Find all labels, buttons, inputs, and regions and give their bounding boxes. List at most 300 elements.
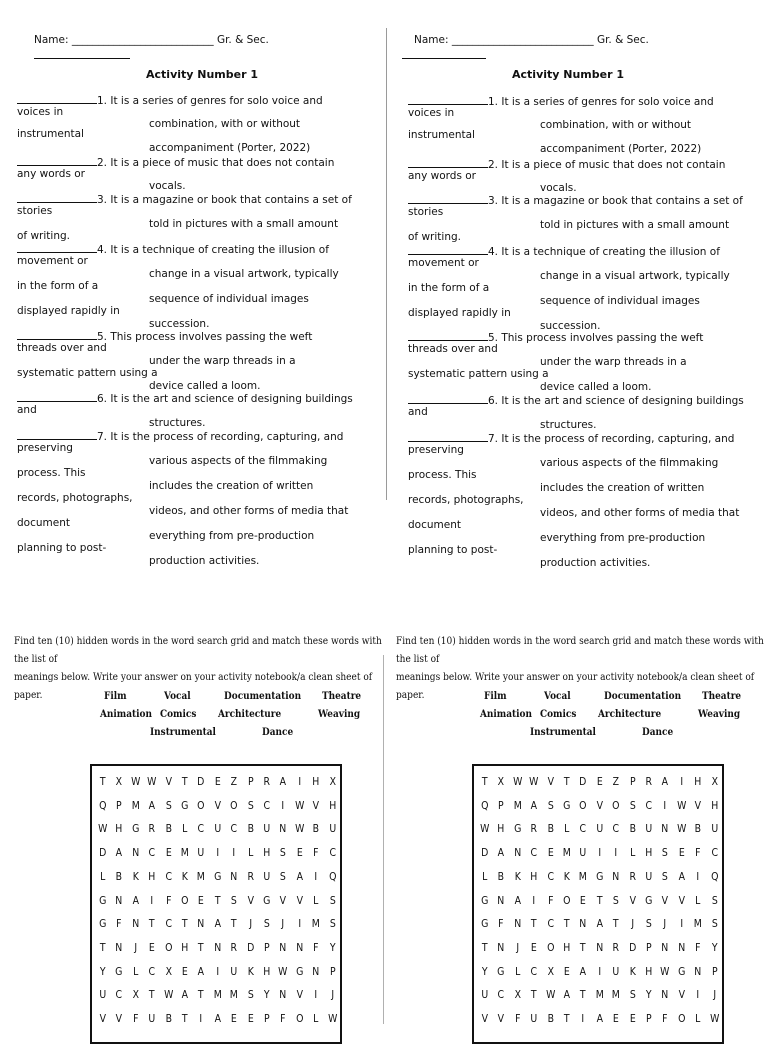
grid-letter: E [296,846,303,860]
grid-letter: O [612,798,620,812]
grid-letter: C [263,798,271,812]
question-continuation [17,318,209,330]
grid-letter: I [532,893,536,907]
grid-letter: P [329,964,336,978]
grid-letter: V [694,798,702,812]
grid-letter: S [329,893,336,907]
question-line-text: vocals. [540,182,577,194]
question-continuation [17,230,70,242]
question-line-text: accompaniment (Porter, 2022) [149,142,311,154]
question-line-text: process. This [408,469,477,481]
question-text [17,330,312,342]
grid-letter: V [661,893,669,907]
grid-letter: Y [711,940,718,954]
answer-blank [17,392,97,402]
grid-letter: P [247,775,254,788]
grid-letter: M [611,988,621,1002]
question-line-text: planning to post- [17,542,107,554]
question-line-text: told in pictures with a small amount [149,218,339,230]
grid-letter: B [165,822,172,836]
grid-letter: A [678,869,685,883]
grid-row [474,841,722,865]
grid-letter: M [595,988,604,1002]
question-line-text: succession. [149,318,210,330]
grid-letter: C [711,846,718,860]
question-line-text: any words or [17,168,85,180]
grid-letter: C [547,869,554,883]
grid-letter: V [678,988,685,1002]
answer-blank [408,245,488,255]
grid-letter: C [497,988,505,1002]
grid-letter: M [579,869,588,883]
question-line-text: threads over and [408,343,498,355]
question-continuation [408,257,479,269]
grid-letter: S [645,917,652,931]
question-continuation [17,305,120,317]
question-line-text: change in a visual artwork, typically [540,270,730,282]
grid-letter: G [99,893,107,907]
word-bank-item: Film [104,690,127,702]
word-bank-item: Theatre [322,690,362,702]
question-continuation [408,469,476,481]
grid-letter: M [197,869,206,883]
grid-letter: D [481,846,489,860]
grid-letter: R [247,869,254,883]
question-continuation [17,380,260,392]
grid-letter: W [130,775,141,788]
grid-letter: G [115,964,123,978]
grid-letter: D [579,775,587,788]
grid-letter: T [181,775,188,788]
grid-letter: K [181,869,188,883]
grid-row [92,1007,340,1031]
word-bank-item: Documentation [604,690,682,702]
word-bank-item: Documentation [224,690,302,702]
grid-letter: N [579,917,587,931]
grid-letter: L [482,869,488,883]
question-line-text: preserving [17,442,73,454]
grid-letter: W [709,1012,720,1025]
question-text [17,243,329,255]
grid-letter: F [695,846,701,860]
question-continuation [17,205,52,217]
question-continuation [408,381,651,393]
grid-letter: X [514,988,521,1002]
grid-letter: S [329,917,336,931]
question-line-text: under the warp threads in a [149,355,296,367]
grid-letter: X [497,775,505,788]
grid-letter: P [645,1012,652,1025]
question-line-text: 5. This process involves passing the weft [488,332,704,344]
grid-letter: S [662,869,669,883]
grid-letter: G [481,893,489,907]
question-line-text: 2. It is a piece of music that does not contain [488,159,726,171]
grid-letter: H [694,775,702,788]
question-line-text: in the form of a [408,282,490,294]
activity-title: Activity Number 1 [146,68,259,81]
grid-letter: T [580,940,587,954]
name-grade-section-line: Name: ___________________________ Gr. & Sec. [34,34,269,46]
question-continuation [408,206,443,218]
worksheet-left [14,0,384,1024]
question-line-text: 1. It is a series of genres for solo voice and [488,96,714,108]
question-continuation [408,544,497,556]
question-continuation [17,417,205,429]
question-text [408,194,743,206]
grid-letter: E [231,1012,237,1025]
grid-letter: S [662,846,669,860]
grid-letter: H [563,940,571,954]
grid-letter: H [645,964,653,978]
grid-letter: G [295,964,304,978]
grid-letter: F [165,893,172,907]
question-line-text: sequence of individual images [149,293,309,305]
question-continuation [17,106,63,118]
grid-letter: V [547,775,554,788]
question-line-text: includes the creation of written [540,482,705,494]
question-line-text: movement or [17,255,88,267]
grid-letter: I [680,917,683,931]
question-line-text: told in pictures with a small amount [540,219,730,231]
grid-letter: G [645,893,653,907]
grid-letter: W [512,775,523,788]
grid-letter: D [197,775,205,788]
grid-letter: T [198,940,205,954]
grid-letter: O [563,893,571,907]
question-continuation [17,555,259,567]
grid-letter: N [197,917,205,931]
grid-letter: E [629,1012,636,1025]
grid-letter: N [132,917,140,931]
grid-letter: S [629,988,636,1002]
instruction-line: Find ten (10) hidden words in the word search grid and match these words with the list of [14,635,382,665]
grid-letter: T [613,917,619,931]
question-line-text: 1. It is a series of genres for solo voice and [97,95,323,107]
grid-letter: M [131,798,140,812]
grid-row [92,912,340,936]
grid-letter: E [149,940,155,954]
grid-letter: R [230,940,238,954]
grid-letter: T [198,988,205,1002]
grid-letter: N [214,940,222,954]
grid-letter: F [132,1012,139,1025]
question-continuation [17,118,300,130]
grid-letter: R [148,822,156,836]
question-continuation [408,557,650,569]
grid-letter: N [661,822,669,836]
grid-letter: T [596,893,603,907]
grid-letter: C [645,798,653,812]
grid-letter: V [481,1012,488,1025]
grid-letter: Q [99,798,107,812]
question-line-text: voices in [17,106,64,118]
grid-letter: E [214,775,221,788]
grid-letter: Z [612,775,620,788]
question-continuation [17,455,327,467]
grid-letter: T [99,775,106,788]
grid-letter: V [279,893,287,907]
word-bank-item: Weaving [318,708,361,720]
question-line-text: preserving [408,444,464,456]
grid-letter: C [612,822,620,836]
grid-row [474,983,722,1007]
grid-letter: J [631,917,634,931]
grid-letter: J [663,917,667,931]
grid-letter: U [710,822,718,836]
grid-letter: C [115,988,123,1002]
grid-letter: S [280,869,287,883]
grid-letter: V [247,893,254,907]
grid-letter: T [531,988,537,1002]
word-bank-item: Animation [100,708,152,720]
grid-letter: L [182,822,188,836]
grid-letter: F [498,917,504,931]
grid-letter: W [529,775,539,788]
grid-letter: A [214,917,221,931]
name-underline [402,58,486,59]
grid-letter: V [596,798,603,812]
grid-row [474,770,722,794]
grid-row [92,770,340,794]
question-continuation [17,280,98,292]
grid-letter: V [312,798,320,812]
word-bank-item: Dance [262,726,294,738]
grid-letter: L [313,893,319,907]
grid-letter: A [148,798,156,812]
grid-letter: C [165,917,172,931]
question-continuation [17,218,338,230]
question-continuation [17,180,186,192]
grid-letter: A [661,775,669,788]
grid-letter: A [197,964,205,978]
grid-letter: I [281,798,285,812]
question-continuation [17,268,339,280]
grid-letter: I [696,988,700,1002]
grid-row [92,889,340,913]
grid-letter: W [676,822,687,836]
question-continuation [17,404,37,416]
grid-letter: E [613,1012,619,1025]
grid-letter: L [514,964,521,978]
grid-letter: M [562,846,571,860]
grid-letter: Y [99,964,106,978]
grid-letter: D [246,940,254,954]
name-underline [34,58,130,59]
grid-letter: A [132,893,139,907]
question-text [17,94,323,106]
question-text [17,392,353,404]
grid-letter: A [514,893,521,907]
question-continuation [408,295,700,307]
grid-letter: Y [329,940,336,954]
grid-letter: E [678,846,685,860]
grid-letter: S [280,846,287,860]
grid-letter: B [629,822,636,836]
grid-letter: K [563,869,570,883]
question-continuation [408,343,498,355]
question-continuation [408,143,701,155]
word-bank-item: Comics [540,708,577,720]
answer-blank [17,156,97,166]
question-text [408,158,725,170]
question-line-text: stories [17,205,53,217]
question-line-text: records, photographs, [408,494,524,506]
grid-letter: N [514,917,522,931]
grid-letter: S [711,893,718,907]
question-line-text: videos, and other forms of media that [540,507,740,519]
grid-letter: U [645,869,653,883]
question-continuation [408,107,454,119]
grid-letter: C [547,917,554,931]
grid-letter: B [115,869,123,883]
grid-letter: G [497,964,505,978]
question-line-text: 4. It is a technique of creating the illusion of [97,244,329,256]
grid-letter: I [150,893,154,907]
grid-letter: J [134,940,137,954]
grid-letter: I [216,846,219,860]
grid-letter: U [328,822,336,836]
grid-letter: B [694,822,702,836]
grid-row [92,960,340,984]
question-continuation [17,442,73,454]
grid-letter: A [214,1012,221,1025]
answer-blank [17,243,97,253]
grid-letter: I [298,917,301,931]
grid-letter: N [596,940,604,954]
grid-letter: G [99,917,107,931]
word-search-grid [90,764,342,1044]
word-bank-item: Instrumental [150,726,216,738]
question-line-text: 7. It is the process of recording, capturing, and [97,431,344,443]
grid-letter: B [165,1012,172,1025]
grid-row [474,889,722,913]
question-line-text: displayed rapidly in [408,307,511,319]
question-continuation [408,482,704,494]
grid-letter: N [279,822,287,836]
question-text [17,193,352,205]
grid-row [474,936,722,960]
grid-letter: X [711,775,718,788]
grid-letter: S [547,798,554,812]
grid-letter: M [693,917,703,931]
grid-letter: S [711,917,718,931]
grid-letter: T [531,917,537,931]
grid-letter: I [598,846,601,860]
grid-letter: P [116,798,123,812]
grid-letter: A [296,869,303,883]
question-line-text: and [17,404,37,416]
question-line-text: succession. [540,320,601,332]
question-continuation [17,293,309,305]
grid-letter: U [481,988,489,1002]
question-line-text: of writing. [408,231,461,243]
grid-letter: Q [481,798,489,812]
grid-letter: H [263,964,271,978]
question-line-text: any words or [408,170,476,182]
grid-letter: L [695,893,701,907]
grid-letter: U [148,1012,156,1025]
grid-letter: H [328,798,336,812]
question-line-text: threads over and [17,342,107,354]
question-text [408,245,720,257]
grid-letter: O [546,940,555,954]
grid-letter: F [313,940,319,954]
grid-letter: I [199,1012,203,1025]
grid-letter: P [711,964,718,978]
grid-letter: R [629,869,636,883]
grid-letter: T [99,940,106,954]
question-line-text: everything from pre-production [149,530,315,542]
grid-letter: H [497,822,505,836]
grid-letter: O [181,893,189,907]
grid-letter: N [132,846,140,860]
question-line-text: instrumental [17,128,84,140]
grid-letter: E [580,893,587,907]
word-bank-item: Theatre [702,690,742,702]
grid-letter: X [329,775,336,788]
grid-letter: E [596,775,603,788]
grid-row [474,794,722,818]
grid-letter: U [263,822,271,836]
grid-row [92,817,340,841]
grid-letter: K [514,869,521,883]
grid-letter: V [165,775,172,788]
question-line-text: instrumental [408,129,475,141]
question-line-text: 4. It is a technique of creating the illusion of [488,246,720,258]
grid-letter: L [313,1012,319,1025]
question-line-text: 5. This process involves passing the weft [97,331,313,343]
grid-letter: X [132,988,139,1002]
grid-letter: V [296,988,303,1002]
grid-letter: N [497,940,505,954]
activity-title: Activity Number 1 [512,68,625,81]
question-continuation [17,255,88,267]
question-continuation [17,542,106,554]
grid-letter: T [481,775,488,788]
grid-letter: T [563,775,570,788]
grid-letter: L [132,964,139,978]
grid-letter: K [132,869,139,883]
question-continuation [408,119,691,131]
grid-letter: C [530,846,538,860]
word-bank-item: Film [484,690,507,702]
grid-row [474,865,722,889]
question-continuation [408,219,729,231]
answer-blank [17,430,97,440]
grid-letter: L [247,846,253,860]
grid-letter: P [629,775,636,788]
grid-letter: N [678,940,686,954]
question-line-text: 6. It is the art and science of designing buildings [97,393,353,405]
grid-letter: H [181,940,189,954]
word-bank-item: Animation [480,708,532,720]
question-continuation [408,356,687,368]
grid-letter: U [214,822,222,836]
grid-letter: M [213,988,222,1002]
question-line-text: various aspects of the filmmaking [540,457,719,469]
question-line-text: vocals. [149,180,186,192]
question-continuation [408,231,461,243]
question-line-text: voices in [408,107,455,119]
grid-letter: Y [645,988,652,1002]
question-continuation [17,467,85,479]
grid-letter: A [279,775,287,788]
question-continuation [408,368,549,380]
grid-letter: G [481,917,489,931]
word-bank [464,690,754,746]
grid-letter: O [295,1012,304,1025]
grid-letter: C [230,822,238,836]
